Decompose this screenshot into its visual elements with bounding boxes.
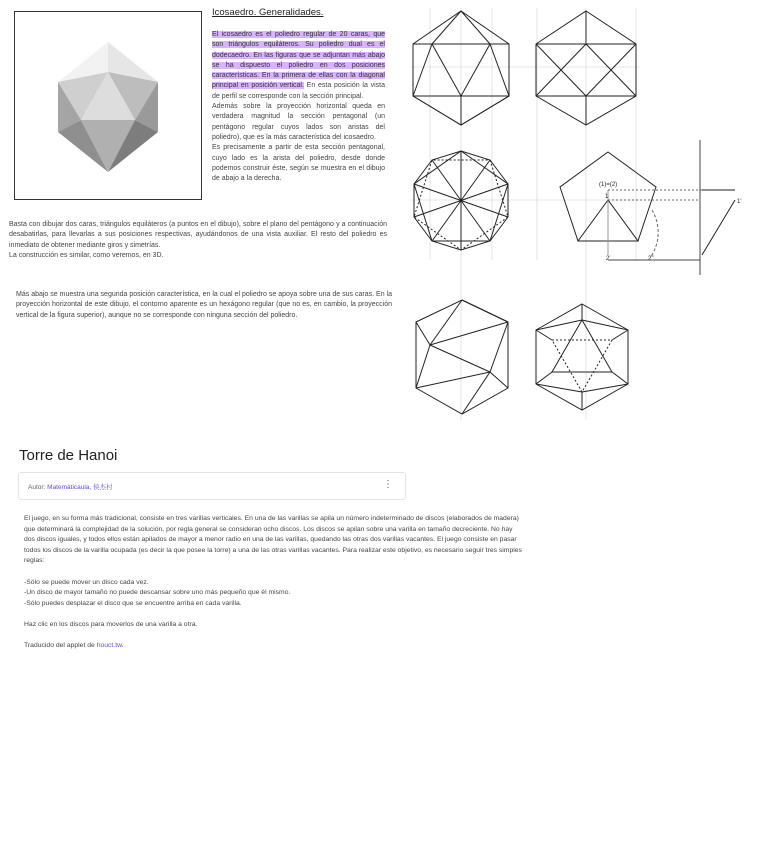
elevation-view-2 (416, 300, 508, 414)
credit-link[interactable]: houct.tw (96, 642, 122, 650)
label-top-point: (1)=(2) (599, 182, 618, 188)
rule-2: -Un disco de mayor tamaño no puede descansar sobre uno más pequeño que él mismo. (24, 589, 291, 597)
label-p1b: 1' (737, 199, 742, 205)
para-3d: La construcción es similar, como veremos, en 3D. (9, 251, 164, 259)
para-pentagonal: Es precisamente a partir de esta sección pentagonal, cuyo lado es la arista del poliedro, desde donde podemos construir éste, según se muestra en el dibujo de abajo a la derecha. (212, 144, 385, 183)
label-p1: 1 (605, 194, 609, 200)
credit-prefix: Traducido del applet de (24, 642, 97, 650)
para-construction: Basta con dibujar dos caras, triángulos equiláteros (a puntos en el dibujo), sobre el plano del pentágono y a continuación desabatirlas, para llevarlas a sus posiciones respectivas, ayudándonos de una vista auxiliar. El resto del poliedro es inmediato de obtener mediante giros y simetrías. (9, 221, 387, 249)
hanoi-paragraph: El juego, en su forma más tradicional, consiste en tres varillas verticales. En una de las varillas se apila un número indeterminado de discos (elaborados de madera) que determinará la complejidad de la solución, por regla general se consideran ocho discos. Los discos se apilan sobre una varilla en tamaño decreciente. No hay dos discos iguales, y todos ellos están apilados de mayor a menor radio en una de las varillas, quedando las otras dos varillas vacantes. El juego consiste en pasar todos los discos de la varilla ocupada (es decir la que posee la torre) a una de las otras varillas vacantes. Para realizar este objetivo, es necesario seguir tres simples reglas: (24, 515, 522, 565)
para-horizontal: Además sobre la proyección horizontal queda en verdadera magnitud la sección pentagonal (un pentágono regular cuyos lados son aristas del poliedro), que es la más característica del icosaedro. (212, 103, 385, 141)
construction-lines (410, 8, 640, 420)
more-options-icon[interactable]: ⋮ (383, 479, 393, 490)
label-p2: 2' (606, 256, 611, 262)
author-label: Autor: (28, 484, 46, 491)
hanoi-description (24, 514, 524, 652)
author-line (28, 482, 113, 491)
highlighted-text: El icosaedro es el poliedro regular de 20 caras, que son triángulos equiláteros. Su poliedro dual es el dodecaedro. En las figuras que se adjuntan más abajo se ha dispuesto el poliedro en dos posiciones características. En la primera de ellas con la diagonal principal en posición vertical. (212, 31, 385, 90)
rule-3: -Sólo puedes desplazar el disco que se encuentre arriba en cada varilla. (24, 599, 242, 607)
hanoi-credit (24, 641, 524, 652)
plan-view-1 (414, 151, 508, 250)
icosaedro-title[interactable]: Icosaedro. Generalidades. (212, 7, 324, 18)
author-link[interactable]: Matemáticaula, 侯杰村 (47, 484, 113, 491)
rule-1: -Sólo se puede mover un disco cada vez. (24, 578, 149, 586)
hanoi-title: Torre de Hanoi (19, 447, 118, 464)
intro-rest: En esta posición la vista de perfil se corresponde con la sección principal. (212, 82, 385, 100)
icosahedron-projections-diagram (0, 0, 768, 420)
label-p2b: 2'' (648, 256, 654, 262)
second-position-text: Más abajo se muestra una segunda posición característica, en la cual el poliedro se apoya sobre una de sus caras. En la proyección horizontal de este dibujo, el contorno aparente es un hexágono regular (que no es, en cambio, la proyección vertical de la figura superior), aunque no se corresponde con ninguna sección del poliedro. (16, 291, 392, 319)
author-card (18, 472, 406, 500)
credit-suffix: . (121, 642, 124, 650)
plan-view-2 (536, 304, 628, 410)
hanoi-instruction: Haz clic en los discos para moverlos de una varilla a otra. (24, 620, 198, 628)
